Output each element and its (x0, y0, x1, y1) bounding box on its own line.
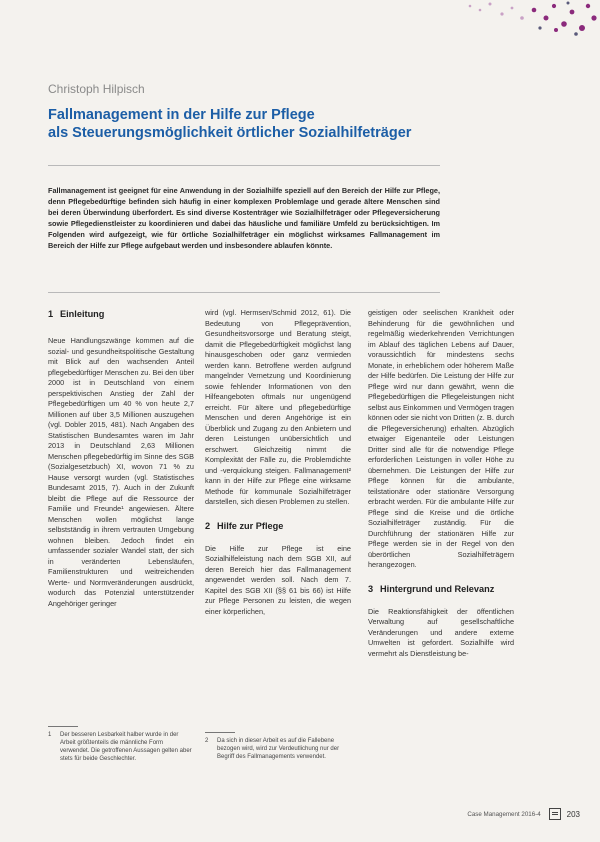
section-number: 1 (48, 309, 54, 319)
section-heading-hilfe-zur-pflege (205, 520, 351, 532)
body-paragraph: geistigen oder seelischen Krankheit oder Behinderung für die gewöhnlichen und regelmäßig wiederkehrenden Verrichtungen im Ablauf des täglichen Lebens auf Dauer, voraussichtlich für mindestens sechs Monate, in erheblichem oder höherem Maße der Hilfe bedürfen. Die Leistung der Hilfe zur Pflege wird nur dann gewährt, wenn die Pflegebedürftigen die Pflegeleistungen nicht selbst aus Einkommen und Vermögen tragen können oder sie nicht von Dritten (z. B. durch die Pflegeversicherung) erhalten. Abzüglich etwaiger Eigenanteile oder Leistungen Dritter sind alle für die notwendige Pflege erforderlichen Leistungen in voller Höhe zu übernehmen. Die Leistungen der Hilfe zur Pflege können für die ambulante, teilstationäre oder stationäre Versorgung erbracht werden. Für die ambulante Hilfe zur Pflege sind die Kreise und die örtliche Sozialhilfeträger zuständig. Für die Durchführung der stationären Hilfe zur Pflege werden sie in der Regel von den überörtlichen Sozialhilfeträgern herangezogen. (368, 308, 515, 569)
body-paragraph: wird (vgl. Hermsen/Schmid 2012, 61). Die Bedeutung von Pflegeprävention, Gesundheitsvorsorge und Beratung steigt, damit die Pflegebedürftigkeit möglichst lang hinausgeschoben oder ganz vermieden werden kann. Betroffene werden aufgrund mangelnder Vernetzung und Koordinierung sowie fehlender Informationen von den Hilfeangeboten oftmals nur ungenügend erreicht. Für ältere und pflegebedürftige Menschen und deren Angehörige ist ein Überblick und Zugang zu den Anbietern und deren Leistungen unübersichtlich und erschwert. Gleichzeitig nimmt die Komplexität der Fälle zu, die Problemdichte und -verquickung steigen. Fallmanagement² kann in der Hilfe zur Pflege eine wirksame Methode für kommunale Sozialhilfeträger darstellen, sich diesen Problemen zu stellen. (205, 308, 351, 506)
corner-dots-decoration (450, 0, 600, 38)
footnote-text: Da sich in dieser Arbeit es auf die Fallebene bezogen wird, wird zur Verdeutlichung nur der Begriff des Fallmanagements verwendet. (217, 738, 340, 760)
footnote-rule (48, 726, 78, 727)
column-1 (48, 308, 194, 609)
title-line-1: Fallmanagement in der Hilfe zur Pflege (48, 107, 315, 123)
abstract: Fallmanagement ist geeignet für eine Anwendung in der Sozialhilfe speziell auf den Bereich der Hilfe zur Pflege, denn Pflegebedürftige befinden sich häufig in einer komplexen Problemlage und gerade ältere Menschen sind bei deren Überwindung überfordert. Es sind diverse Kostenträger wie Sozialhilfeträger oder Pflegeversicherung sowie Pflegedienstleister zu koordinieren und dabei das häusliche und familiäre Umfeld zu berücksichtigen. Im Folgenden wird aufgezeigt, wie für örtliche Sozialhilfeträger ein möglichst wirksames Fallmanagement im Bereich der Hilfe zur Pflege aufgebaut werden und insbesondere ablaufen könnte. (48, 186, 440, 250)
footnote-text: Der besseren Lesbarkeit halber wurde in der Arbeit größtenteils die männliche Form verwendet. Die getroffenen Aussagen gelten aber stets für beide Geschlechter. (60, 732, 192, 762)
author-name: Christoph Hilpisch (48, 82, 145, 96)
footnote-number: 2 (205, 738, 209, 744)
body-paragraph: Die Reaktionsfähigkeit der öffentlichen Verwaltung auf gesellschaftliche Veränderungen und andere externe Umwelten ist gefordert. Sozialhilfe wird vermehrt als Dienstleistung be- (368, 606, 514, 658)
divider-bottom (48, 292, 440, 293)
footnote-rule (205, 732, 235, 733)
section-title: Einleitung (60, 309, 105, 319)
column-3 (368, 308, 514, 659)
footnote-number: 1 (48, 732, 52, 738)
section-heading-einleitung (48, 308, 194, 320)
body-paragraph: Die Hilfe zur Pflege ist eine Sozialhilfeleistung nach dem SGB XII, auf deren Bereich hier das Fallmanagement angewendet werden soll. Nach dem 7. Kapitel des SGB XII (§§ 61 bis 66) ist Hilfe zur Pflege Personen zu leisten, die wegen einer körperlichen, (205, 543, 351, 616)
article-title (48, 106, 468, 142)
page-number: 203 (566, 809, 580, 819)
body-paragraph: Neue Handlungszwänge kommen auf die sozial- und gesundheitspolitische Gestaltung mit Blick auf den wachsenden Anteil pflegebedürftiger Menschen zu. Bei den über 2000 ist in Deutschland von einem perspektivischen Anstieg der Zahl der Pflegebedürftigen um 40 % von heute 2,7 Millionen auf über 3,5 Millionen auszugehen (vgl. Dobler 2015, 481). Nach Angaben des Statistischen Bundesamtes waren im Jahr 2013 in Deutschland 2,63 Millionen Menschen pflegebedürftig im Sinne des SGB (Sozialgesetzbuch) XI, wovon 71 % zu Hause versorgt wurden (vgl. Statistisches Bundesamt 2015, 7). Auch in der Zukunft bleibt die Pflege auf die Ressource der Familie und Freunde¹ angewiesen. Ältere Menschen wollen möglichst lange selbstständig in ihrem vertrauten Umgebung wohnen bleiben. Jedoch findet ein umfassender sozialer Wandel statt, der sich in veränderten Lebensläufen, Familienstrukturen und weitreichenden Werte- und Normveränderungen ausdrückt, wodurch das Potenzial unterstützender Angehöriger geringer (48, 336, 194, 608)
footnote-1 (48, 726, 194, 763)
title-line-2: als Steuerungsmöglichkeit örtlicher Sozialhilfeträger (48, 125, 412, 141)
footnote-2 (205, 732, 351, 761)
section-number: 3 (368, 583, 374, 594)
section-title: Hintergrund und Relevanz (380, 583, 495, 594)
journal-name: Case Management 2016-4 (467, 810, 541, 818)
section-heading-hintergrund (368, 583, 514, 595)
column-2 (205, 308, 351, 617)
page-footer (440, 807, 580, 821)
section-title: Hilfe zur Pflege (217, 520, 284, 531)
divider-top (48, 165, 440, 166)
book-icon (549, 808, 561, 820)
section-number: 2 (205, 520, 211, 531)
